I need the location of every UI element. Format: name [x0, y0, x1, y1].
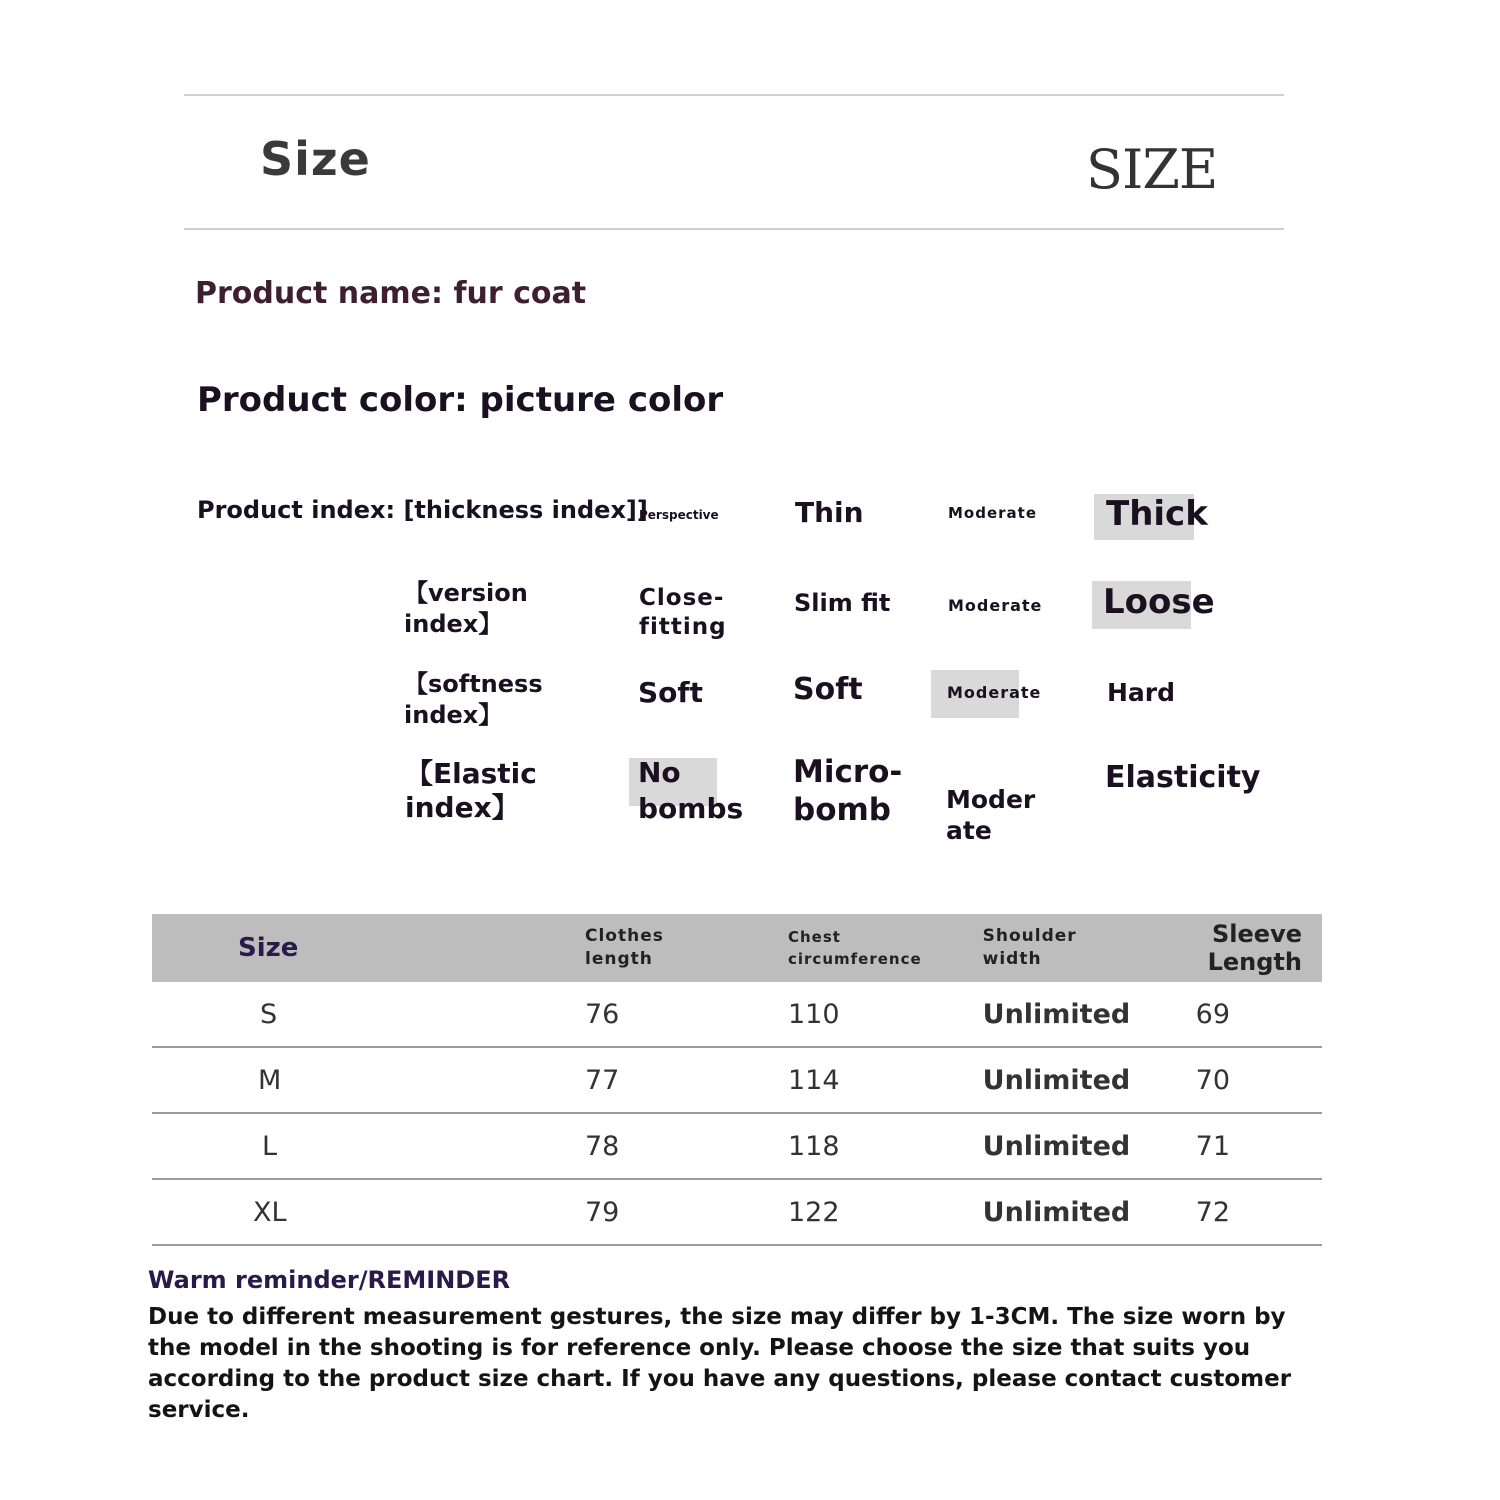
softness-option-hard: Hard — [1107, 678, 1176, 707]
version-option-loose: Loose — [1092, 581, 1191, 629]
thickness-option-perspective: Perspective — [639, 508, 719, 522]
thickness-option-thin: Thin — [795, 496, 864, 529]
cell-size: XL — [152, 1179, 493, 1245]
table-header-row — [152, 914, 1322, 982]
version-index-label: 【version index】 — [404, 579, 528, 638]
cell-length: 78 — [493, 1113, 696, 1179]
elastic-option-elasticity: Elasticity — [1105, 760, 1261, 795]
elastic-option-micro-bomb: Micro-bomb — [793, 754, 903, 828]
cell-length: 77 — [493, 1047, 696, 1113]
product-name: Product name: fur coat — [195, 276, 587, 311]
header-chest-circumference: Chest circumference — [696, 914, 923, 982]
header-divider — [184, 228, 1284, 230]
cell-shoulder: Unlimited — [923, 982, 1132, 1047]
thickness-option-thick: Thick — [1094, 494, 1194, 540]
size-chart-table — [152, 914, 1322, 1246]
table-row — [152, 1113, 1322, 1179]
softness-option-moderate: Moderate — [931, 670, 1019, 718]
table-row — [152, 982, 1322, 1047]
version-option-slim-fit: Slim fit — [794, 589, 891, 617]
cell-shoulder: Unlimited — [923, 1179, 1132, 1245]
table-row — [152, 1179, 1322, 1245]
version-option-close-fitting: Close-fitting — [639, 585, 727, 640]
cell-size: L — [152, 1113, 493, 1179]
cell-sleeve: 71 — [1131, 1113, 1322, 1179]
cell-chest: 122 — [696, 1179, 923, 1245]
softness-option-soft-2: Soft — [793, 672, 863, 707]
softness-index-label: 【softness index】 — [404, 670, 543, 729]
elastic-option-moderate: Moderate — [946, 785, 1036, 845]
cell-sleeve: 70 — [1131, 1047, 1322, 1113]
reminder-title: Warm reminder/REMINDER — [148, 1266, 511, 1294]
product-color: Product color: picture color — [197, 380, 724, 420]
cell-chest: 114 — [696, 1047, 923, 1113]
header-clothes-length: Clothes length — [493, 914, 696, 982]
softness-option-soft-1: Soft — [638, 676, 703, 709]
elastic-option-no-bombs: No bombs — [638, 756, 744, 825]
version-option-moderate: Moderate — [948, 596, 1043, 615]
cell-length: 76 — [493, 982, 696, 1047]
header-shoulder-width: Shoulder width — [923, 914, 1132, 982]
table-row — [152, 1047, 1322, 1113]
cell-shoulder: Unlimited — [923, 1047, 1132, 1113]
header-size: Size — [152, 914, 493, 982]
cell-shoulder: Unlimited — [923, 1113, 1132, 1179]
page-title: Size — [260, 132, 371, 186]
cell-chest: 118 — [696, 1113, 923, 1179]
cell-chest: 110 — [696, 982, 923, 1047]
cell-sleeve: 72 — [1131, 1179, 1322, 1245]
index-section-label: Product index: [thickness index]] — [197, 496, 648, 524]
header-sleeve-length: Sleeve Length — [1131, 914, 1322, 982]
cell-sleeve: 69 — [1131, 982, 1322, 1047]
reminder-body: Due to different measurement gestures, the size may differ by 1-3CM. The size worn by the model in the shooting is for reference only. Please choose the size that suits you according to the product size chart. If you have any questions, please contact customer service. — [148, 1304, 1292, 1423]
thickness-option-moderate: Moderate — [948, 504, 1038, 522]
decorative-title: SIZE — [1086, 138, 1218, 201]
cell-size: M — [152, 1047, 493, 1113]
elastic-index-label: 【Elastic index】 — [405, 757, 537, 824]
cell-size: S — [152, 982, 493, 1047]
top-divider — [184, 94, 1284, 96]
cell-length: 79 — [493, 1179, 696, 1245]
